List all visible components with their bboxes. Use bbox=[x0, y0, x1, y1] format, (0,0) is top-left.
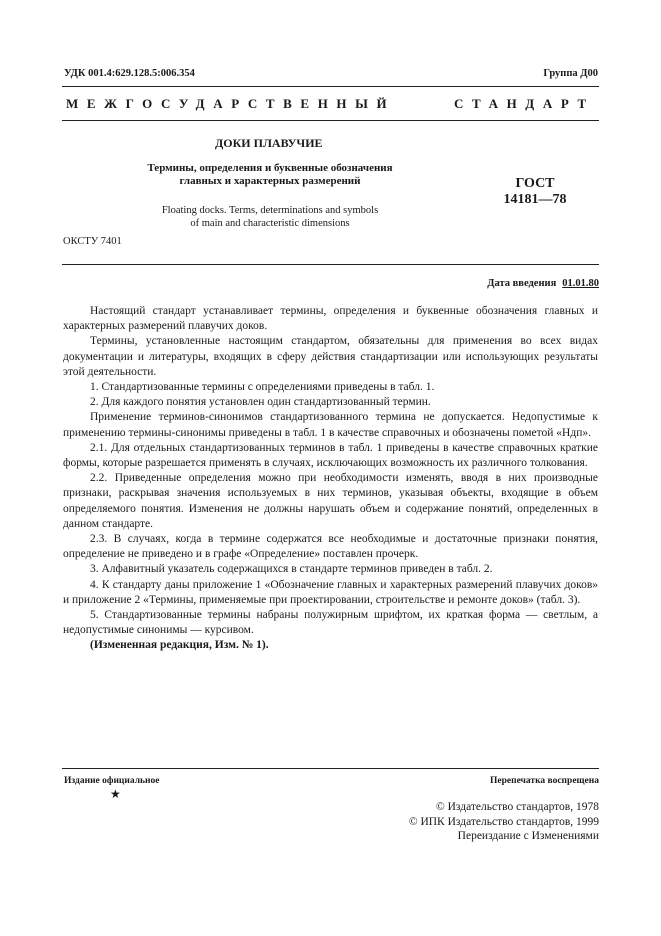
reissue-note: Переиздание с Изменениями bbox=[457, 830, 599, 842]
copyright-line-2: © ИПК Издательство стандартов, 1999 bbox=[408, 815, 599, 828]
subtitle-line-1: Термины, определения и буквенные обозначения bbox=[147, 162, 393, 174]
copyright-line-1: © Издательство стандартов, 1978 bbox=[435, 801, 599, 813]
body-paragraph: 2. Для каждого понятия установлен один стандартизованный термин. bbox=[90, 396, 431, 409]
body-paragraph: 1. Стандартизованные термины с определениями приведены в табл. 1. bbox=[90, 381, 435, 394]
intro-date-value: 01.01.80 bbox=[562, 278, 599, 289]
english-title-line-1: Floating docks. Terms, determinations and symbols bbox=[161, 205, 379, 216]
amendment-note: (Измененная редакция, Изм. № 1). bbox=[90, 639, 269, 652]
official-edition: Издание официальное bbox=[64, 776, 160, 786]
top-rule bbox=[62, 86, 599, 87]
star-icon: ★ bbox=[110, 787, 121, 801]
body-paragraph: Термины, установленные настоящим стандартом, обязательны для применения во всех видах документации и литературы, входящих в сферу действия стандартизации или использующих результаты этой деятельности. bbox=[63, 335, 598, 378]
body-paragraph: 2.1. Для отдельных стандартизованных терминов в табл. 1 приведены в качестве справочных краткие формы, которые разрешается применять в случаях, исключающих возможность их различного толкования. bbox=[63, 441, 598, 470]
section-rule bbox=[62, 264, 599, 265]
document-subtitle bbox=[120, 162, 420, 188]
document-body bbox=[63, 304, 598, 654]
body-paragraph: Применение терминов-синонимов стандартизованного термина не допускается. Недопустимые к применению термины-синонимы приведены в табл. 1 в качестве справочных и обозначены пометой «Ндп». bbox=[63, 411, 598, 439]
intro-date bbox=[487, 278, 599, 289]
standard-type-word1: МЕЖГОСУДАРСТВЕННЫЙ bbox=[66, 96, 396, 111]
body-paragraph: 2.2. Приведенные определения можно при необходимости изменять, вводя в них производные признаки, раскрывая значения используемых в них терминов, указывая объекты, входящие в объем определяемого понятия. Изменения не должны нарушать объем и содержание понятий, определенных в данном стандарте. bbox=[63, 472, 598, 530]
group-code: Группа Д00 bbox=[543, 68, 598, 79]
reprint-notice: Перепечатка воспрещена bbox=[489, 776, 599, 786]
gost-label: ГОСТ bbox=[515, 176, 555, 191]
body-paragraph: 5. Стандартизованные термины набраны полужирным шрифтом, их краткая форма — светлым, а недопустимые синонимы — курсивом. bbox=[63, 609, 598, 637]
english-title-line-2: of main and characteristic dimensions bbox=[190, 218, 350, 229]
gost-designation bbox=[480, 176, 590, 208]
footer-rule bbox=[62, 768, 599, 769]
body-paragraph: 2.3. В случаях, когда в термине содержатся все необходимые и достаточные признаки понятия, определение не приведено и в графе «Определение» поставлен прочерк. bbox=[63, 533, 598, 561]
udk-code: УДК 001.4:629.128.5:006.354 bbox=[64, 68, 195, 79]
subtitle-line-2: главных и характерных размерений bbox=[179, 175, 361, 187]
body-paragraph: 3. Алфавитный указатель содержащихся в стандарте терминов приведен в табл. 2. bbox=[90, 563, 493, 576]
header-rule bbox=[62, 120, 599, 121]
english-title bbox=[120, 204, 420, 230]
okstu-code: ОКСТУ 7401 bbox=[63, 236, 122, 247]
intro-date-label: Дата введения bbox=[487, 278, 557, 289]
body-paragraph: Настоящий стандарт устанавливает термины, определения и буквенные обозначения главных и характерных размерений плавучих доков. bbox=[63, 305, 598, 333]
document-title: ДОКИ ПЛАВУЧИЕ bbox=[215, 136, 323, 150]
standard-type-word2: СТАНДАРТ bbox=[454, 96, 595, 111]
body-paragraph: 4. К стандарту даны приложение 1 «Обозначение главных и характерных размерений плавучих доков» и приложение 2 «Термины, применяемые при проектировании, строительстве и ремонте доков» (табл. 3). bbox=[63, 578, 598, 606]
gost-number: 14181—78 bbox=[503, 192, 567, 207]
copyright-block bbox=[409, 800, 599, 844]
